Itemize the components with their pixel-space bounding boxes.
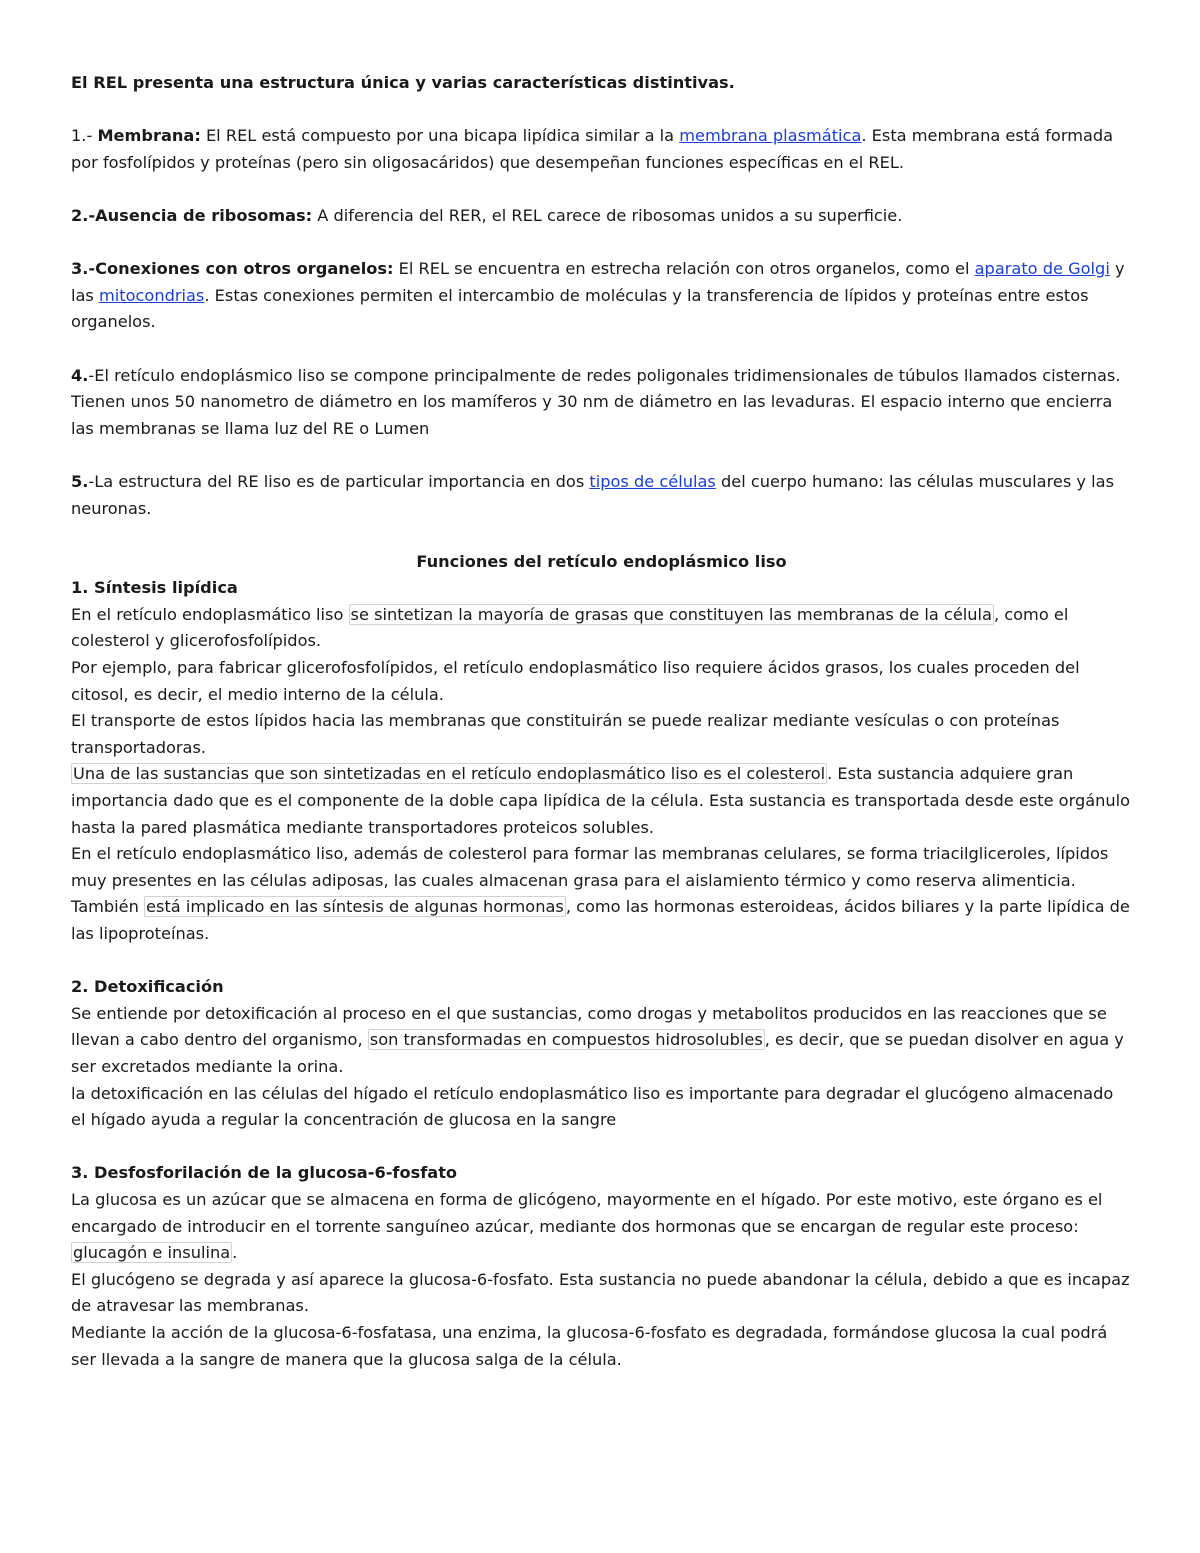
section-2-paragraph-1: Se entiende por detoxificación al proceso en el que sustancias, como drogas y metabolitos producidos en las reacciones que se llevan a cabo dentro del organismo, son transformadas en compuestos hidrosolubles , es decir, que se puedan disolver en agua y ser excretados mediante la orina.	[71, 1003, 1124, 1076]
highlight-box: está implicado en las síntesis de algunas hormonas	[146, 897, 564, 917]
item-1-paragraph: 1.- Membrana: El REL está compuesto por una bicapa lipídica similar a la membrana plasmática. Esta membrana está formada por fosfolípidos y proteínas (pero sin oligosacáridos) que desempeñan funciones específicas en el REL.	[71, 126, 1114, 172]
link-aparato-de-golgi[interactable]: aparato de Golgi	[974, 259, 1110, 279]
highlight-box: son transformadas en compuestos hidrosolubles	[369, 1030, 763, 1050]
item-1-heading: Membrana:	[97, 126, 201, 146]
item-3-paragraph: 3.-Conexiones con otros organelos: El REL se encuentra en estrecha relación con otros organelos, como el aparato de Golgi y las mitocondrias. Estas conexiones permiten el intercambio de moléculas y la transferencia de lípidos y proteínas entre estos organelos.	[71, 259, 1125, 332]
section-3-title: 3. Desfosforilación de la glucosa-6-fosfato	[71, 1163, 458, 1183]
link-tipos-de-celulas[interactable]: tipos de células	[589, 471, 716, 491]
section-2-paragraph-2: la detoxificación en las células del hígado el retículo endoplasmático liso es importante para degradar el glucógeno almacenado el hígado ayuda a regular la concentración de glucosa en la sangre	[71, 1083, 1114, 1130]
section-3-paragraph-3: Mediante la acción de la glucosa-6-fosfatasa, una enzima, la glucosa-6-fosfato es degradada, formándose glucosa la cual podrá ser llevada a la sangre de manera que la glucosa salga de la célula.	[71, 1322, 1108, 1369]
section-3-paragraph-1: La glucosa es un azúcar que se almacena en forma de glicógeno, mayormente en el hígado. Por este motivo, este órgano es el encargado de introducir en el torrente sanguíneo azúcar, mediante dos hormonas que se encargan de regular este proceso: glucagón e insulina .	[71, 1189, 1103, 1263]
section-1-paragraph-4: Una de las sustancias que son sintetizadas en el retículo endoplasmático liso es el colesterol . Esta sustancia adquiere gran importancia dado que es el componente de la doble capa lipídica de la célula. Esta sustancia es transportada desde este orgánulo hasta la pared plasmática mediante transportadores proteicos solubles.	[71, 764, 1131, 837]
highlight-box: Una de las sustancias que son sintetizadas en el retículo endoplasmático liso es el colesterol	[73, 764, 826, 784]
highlight-box: glucagón e insulina	[73, 1243, 231, 1263]
section-1-paragraph-2: Por ejemplo, para fabricar glicerofosfolípidos, el retículo endoplasmático liso requiere ácidos grasos, los cuales proceden del citosol, es decir, el medio interno de la célula.	[71, 658, 1080, 704]
section-1-paragraph-5: En el retículo endoplasmático liso, además de colesterol para formar las membranas celulares, se forma triacilgliceroles, lípidos muy presentes en las células adiposas, las cuales almacenan grasa para el aislamiento térmico y como reserva alimenticia.	[71, 844, 1109, 890]
section-1-paragraph-6: También está implicado en las síntesis de algunas hormonas , como las hormonas esteroideas, ácidos biliares y la parte lipídica de las lipoproteínas.	[71, 897, 1130, 943]
link-membrana-plasmatica[interactable]: membrana plasmática	[679, 126, 862, 146]
section-3-paragraph-2: El glucógeno se degrada y así aparece la glucosa-6-fosfato. Esta sustancia no puede abandonar la célula, debido a que es incapaz de atravesar las membranas.	[71, 1269, 1130, 1316]
highlight-box: se sintetizan la mayoría de grasas que constituyen las membranas de la célula	[350, 604, 992, 624]
section-1-paragraph-3: El transporte de estos lípidos hacia las membranas que constituirán se puede realizar mediante vesículas o con proteínas transportadoras.	[71, 711, 1060, 757]
section-2-title: 2. Detoxificación	[71, 977, 224, 997]
section-1-title: 1. Síntesis lipídica	[71, 578, 238, 598]
item-3-heading: 3.-Conexiones con otros organelos:	[71, 259, 394, 279]
section-1-paragraph-1: En el retículo endoplasmático liso se sintetizan la mayoría de grasas que constituyen las membranas de la célula , como el colesterol y glicerofosfolípidos.	[71, 604, 1069, 651]
item-2-paragraph: 2.-Ausencia de ribosomas: A diferencia del RER, el REL carece de ribosomas unidos a su superficie.	[71, 205, 903, 225]
item-5-paragraph: 5.-La estructura del RE liso es de particular importancia en dos tipos de células del cuerpo humano: las células musculares y las neuronas.	[71, 471, 1115, 518]
item-4-paragraph: 4.-El retículo endoplásmico liso se compone principalmente de redes poligonales tridimensionales de túbulos llamados cisternas. Tienen unos 50 nanometro de diámetro en los mamíferos y 30 nm de diámetro en las levaduras. El espacio interno que encierra las membranas se llama luz del RE o Lumen	[71, 365, 1121, 438]
functions-title: Funciones del retículo endoplásmico liso	[416, 551, 787, 571]
link-mitocondrias[interactable]: mitocondrias	[99, 285, 205, 305]
item-2-heading: 2.-Ausencia de ribosomas:	[71, 205, 313, 225]
intro-heading: El REL presenta una estructura única y varias características distintivas.	[71, 73, 735, 92]
